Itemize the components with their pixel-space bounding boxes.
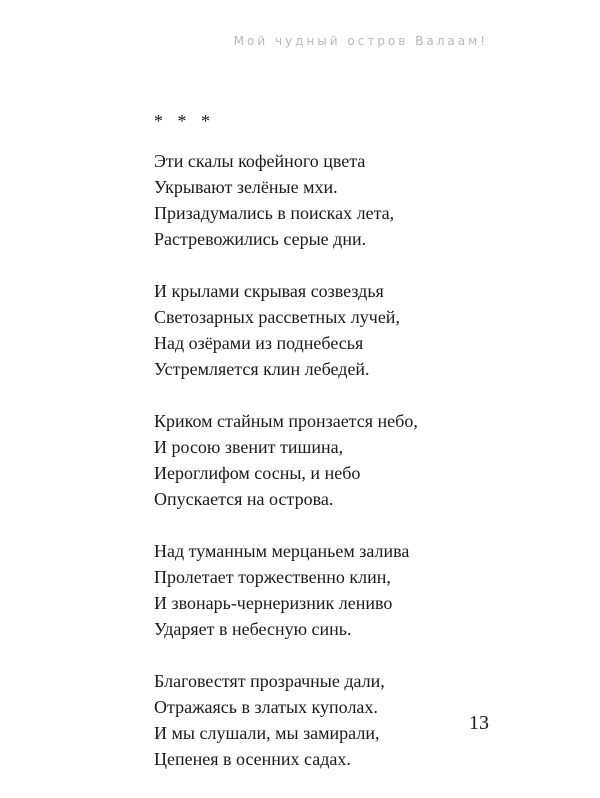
poem-line: Опускается на острова. [154,489,334,509]
poem-line: И мы слушали, мы замирали, [154,723,380,743]
poem-ornament: * * * [154,111,215,131]
poem-line: Цепенея в осенних садах. [154,749,351,769]
stanza-4 [154,538,514,642]
running-head: Мой чудный остров Валаам! [233,34,488,48]
poem-line: Иероглифом сосны, и небо [154,463,361,483]
poem-line: Благовестят прозрачные дали, [154,671,385,691]
poem-line: И крылами скрывая созвездья [154,281,384,301]
poem-line: Светозарных рассветных лучей, [154,307,400,327]
poem-line: Эти скалы кофейного цвета [154,151,366,171]
poem-line: И звонарь-чернеризник лениво [154,593,393,613]
poem-line: Криком стайным пронзается небо, [154,411,418,431]
poem-line: Пролетает торжественно клин, [154,567,391,587]
poem-line: Ударяет в небесную синь. [154,619,352,639]
poem-line: И росою звенит тишина, [154,437,344,457]
poem-line: Устремляется клин лебедей. [154,359,370,379]
page-number: 13 [469,712,489,734]
stanza-1 [154,148,514,252]
poem-line: Растревожились серые дни. [154,229,367,249]
poem-line: Отражаясь в златых куполах. [154,697,378,717]
stanza-5 [154,668,514,772]
poem [154,110,514,798]
poem-line: Укрывают зелёные мхи. [154,177,338,197]
poem-line: Призадумались в поисках лета, [154,203,395,223]
poem-line: Над озёрами из поднебесья [154,333,364,353]
stanza-3 [154,408,514,512]
poem-line: Над туманным мерцаньем залива [154,541,410,561]
stanza-2 [154,278,514,382]
